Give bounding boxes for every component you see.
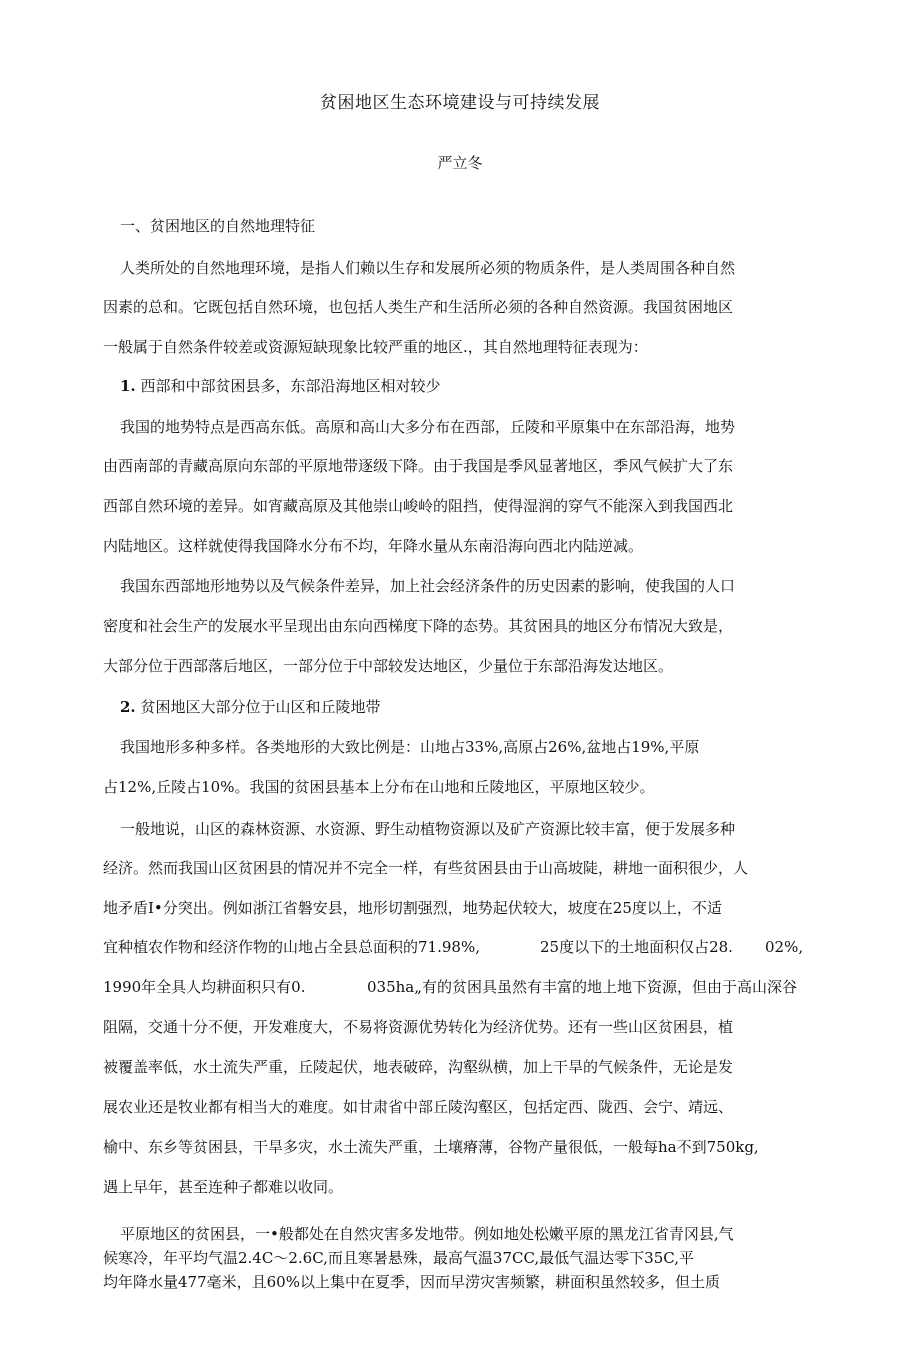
paragraph-line: 02%, bbox=[765, 938, 804, 956]
subsection-title: 西部和中部贫困县多，东部沿海地区相对较少 bbox=[140, 377, 441, 395]
paragraph-line: 人类所处的自然地理环境，是指人们赖以生存和发展所必须的物质条件，是人类周围各种自然 bbox=[120, 259, 736, 277]
paragraph-line: 由西南部的青藏高原向东部的平原地带逐级下降。由于我国是季风显著地区，季风气候扩大了东 bbox=[103, 457, 734, 475]
paragraph-line: 我国的地势特点是西高东低。高原和高山大多分布在西部，丘陵和平原集中在东部沿海，地势 bbox=[120, 418, 736, 436]
paragraph-line: 被覆盖率低，水土流失严重，丘陵起伏，地表破碎，沟壑纵横，加上干旱的气候条件，无论是发 bbox=[103, 1058, 734, 1076]
paragraph-line: 西部自然环境的差异。如宵藏高原及其他崇山峻岭的阻挡，使得湿润的穿气不能深入到我国西北 bbox=[103, 497, 734, 515]
paragraph-line: 候寒冷，年平均气温2.4C〜2.6C,而且寒暑悬殊，最高气温37CC,最低气温达零下35C,平 bbox=[103, 1249, 694, 1267]
paragraph-line: 内陆地区。这样就使得我国降水分布不均，年降水量从东南沿海向西北内陆逆减。 bbox=[103, 537, 644, 555]
paragraph-line: 遇上早年，甚至连种子都难以收同。 bbox=[103, 1178, 344, 1196]
paragraph-line: 平原地区的贫困县，一•般都处在自然灾害多发地带。例如地处松嫩平原的黑龙江省青冈县,气 bbox=[120, 1225, 734, 1243]
author-name: 严立冬 bbox=[437, 154, 483, 172]
paragraph-line: 一般属于自然条件较差或资源短缺现象比较严重的地区.，其自然地理特征表现为： bbox=[103, 338, 648, 356]
paragraph-line: 我国东西部地形地势以及气候条件差异，加上社会经济条件的历史因素的影响，使我国的人口 bbox=[120, 577, 736, 595]
paragraph-line: 阻隔，交通十分不便，开发难度大，不易将资源优势转化为经济优势。还有一些山区贫困县，植 bbox=[103, 1018, 734, 1036]
paragraph-line: 地矛盾I•分突出。例如浙江省磐安县，地形切割强烈，地势起伏较大，坡度在25度以上，不适 bbox=[103, 899, 722, 917]
subsection-number: 1. bbox=[120, 377, 136, 395]
paragraph-line: 均年降水量477毫米，且60%以上集中在夏季，因而早涝灾害频繁，耕面积虽然较多，但土质 bbox=[103, 1273, 720, 1291]
paragraph-line: 我国地形多种多样。各类地形的大致比例是：山地占33%,高原占26%,盆地占19%,平原 bbox=[120, 738, 700, 756]
paragraph-line: 1990年全具人均耕面积只有0. bbox=[103, 978, 306, 996]
paragraph-line: 榆中、东乡等贫困县，干旱多灾，水土流失严重，土壤瘠薄，谷物产量很低，一般每ha不到750kg, bbox=[103, 1138, 759, 1156]
paragraph-line: 035ha„有的贫困具虽然有丰富的地上地下资源，但由于高山深谷 bbox=[367, 978, 798, 996]
paragraph-line: 占12%,丘陵占10%。我国的贫困县基本上分布在山地和丘陵地区，平原地区较少。 bbox=[103, 778, 655, 796]
document-title: 贫困地区生态环境建设与可持续发展 bbox=[320, 93, 600, 113]
subsection-heading bbox=[120, 697, 380, 717]
subsection-heading bbox=[120, 376, 440, 396]
paragraph-line: 一般地说，山区的森林资源、水资源、野生动植物资源以及矿产资源比较丰富，便于发展多种 bbox=[120, 820, 736, 838]
paragraph-line: 展农业还是牧业都有相当大的难度。如甘肃省中部丘陵沟壑区，包括定西、陇西、会宁、靖远、 bbox=[103, 1098, 734, 1116]
paragraph-line: 大部分位于西部落后地区，一部分位于中部较发达地区，少量位于东部沿海发达地区。 bbox=[103, 657, 674, 675]
paragraph-line: 经济。然而我国山区贫困县的情况并不完全一样，有些贫困县由于山高坡陡，耕地一面积很少，人 bbox=[103, 859, 749, 877]
section-heading: 一、贫困地区的自然地理特征 bbox=[120, 217, 316, 235]
subsection-number: 2. bbox=[120, 698, 136, 716]
paragraph-line: 密度和社会生产的发展水平呈现出由东向西梯度下降的态势。其贫困具的地区分布情况大致是， bbox=[103, 617, 734, 635]
paragraph-line: 因素的总和。它既包括自然环境，也包括人类生产和生活所必须的各种自然资源。我国贫困地区 bbox=[103, 298, 734, 316]
subsection-title: 贫困地区大部分位于山区和丘陵地带 bbox=[140, 698, 381, 716]
paragraph-line: 宜种植农作物和经济作物的山地占全县总面积的71.98%, bbox=[103, 938, 480, 956]
paragraph-line: 25度以下的土地面积仅占28. bbox=[540, 938, 733, 956]
